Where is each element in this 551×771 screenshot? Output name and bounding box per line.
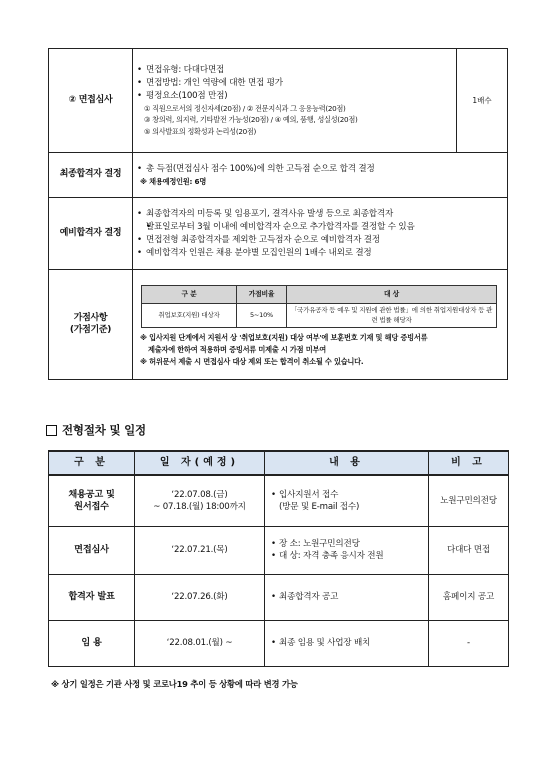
column-header: 비 고 (429, 451, 509, 475)
table-row (49, 526, 509, 574)
row-label-reserve: 예비합격자 결정 (49, 198, 133, 270)
schedule-table (48, 450, 509, 667)
bonus-note: 제출자에 한하여 적용하며 증빙서류 미제출 시 가점 미부여 (148, 344, 326, 354)
schedule-label: 면접심사 (49, 526, 135, 574)
table-cell: 「국가유공자 등 예우 및 지원에 관한 법률」에 의한 취업지원대상자 등 관련 법률 해당자 (287, 303, 497, 327)
schedule-label: 임 용 (49, 620, 135, 666)
list-item: • 면접방법: 개인 역량에 대한 면접 평가 (137, 77, 452, 90)
list-item: • 최종합격자 공고 (271, 591, 425, 603)
section-title (46, 422, 146, 438)
bonus-label-line2: (가점기준) (69, 324, 112, 335)
interview-content (133, 49, 457, 153)
schedule-note: 노원구민의전당 (429, 475, 509, 526)
list-item: • 입사지원서 접수 (271, 489, 425, 501)
table-row (49, 620, 509, 666)
list-item: (방문 및 E-mail 접수) (279, 501, 360, 512)
table-row (49, 270, 508, 380)
list-item: • 대 상: 자격 충족 응시자 전원 (271, 550, 425, 562)
list-item: • 장 소: 노원구민의전당 (271, 538, 425, 550)
label-line: 채용공고 및 (68, 488, 115, 500)
table-row (142, 285, 497, 303)
bonus-note: ※ 허위문서 제출 시 면접심사 대상 제외 또는 합격이 취소될 수 있습니다. (140, 356, 364, 366)
footnote: ※ 상기 일정은 기관 사정 및 코로나19 추이 등 상황에 따라 변경 가능 (51, 679, 298, 689)
bonus-label-line1: 가점사항 (73, 312, 108, 323)
row-label-interview: ② 면접심사 (49, 49, 133, 153)
schedule-label: 합격자 발표 (49, 574, 135, 620)
checkbox-square-icon (46, 425, 57, 436)
table-row (49, 153, 508, 198)
list-item: • 평정요소(100점 만점) (137, 90, 452, 103)
screening-criteria-table (48, 48, 508, 380)
reserve-content (133, 198, 508, 270)
list-item: • 최종 임용 및 사업장 배치 (271, 637, 425, 649)
schedule-note: 홈페이지 공고 (429, 574, 509, 620)
column-header: 가점비율 (237, 285, 287, 303)
list-item: ③ 창의력, 의지력, 기타발전 가능성(20점) / ④ 예의, 품행, 성실성(20점) (144, 115, 358, 125)
bonus-note: ※ 입사지원 단계에서 지원서 상 '취업보호(지원) 대상 여부'에 보훈번호 기재 및 해당 증빙서류 (140, 332, 428, 342)
schedule-date: ‘22.07.21.(목) (135, 526, 265, 574)
column-header: 대 상 (287, 285, 497, 303)
list-item: • 최종합격자의 미등록 및 임용포기, 결격사유 발생 등으로 최종합격자 (137, 208, 503, 221)
list-item: ⑤ 의사발표의 정확성과 논리성(20점) (144, 126, 257, 136)
hiring-count-note: ※ 채용예정인원: 6명 (140, 176, 207, 186)
date-line: ‘22.07.08.(금) (171, 489, 228, 500)
bonus-content (133, 270, 508, 380)
table-row (49, 574, 509, 620)
column-header: 일 자(예정) (135, 451, 265, 475)
schedule-note: 다대다 면접 (429, 526, 509, 574)
list-item: • 예비합격자 인원은 채용 분야별 모집인원의 1배수 내외로 결정 (137, 247, 503, 260)
schedule-content (265, 574, 429, 620)
schedule-date (135, 475, 265, 526)
schedule-note: - (429, 620, 509, 666)
date-line: ~ 07.18.(월) 18:00까지 (153, 501, 246, 512)
list-item: • 면접전형 최종합격자를 제외한 고득점자 순으로 예비합격자 결정 (137, 234, 503, 247)
table-row (49, 475, 509, 526)
table-row (49, 49, 508, 153)
list-item: ① 직원으로서의 정신자세(20점) / ② 전문지식과 그 응용능력(20점) (144, 103, 346, 113)
column-header: 구 분 (49, 451, 135, 475)
column-header: 내 용 (265, 451, 429, 475)
table-cell: 취업보호(지원) 대상자 (142, 303, 237, 327)
final-content (133, 153, 508, 198)
bonus-table (141, 285, 497, 328)
row-label-bonus (49, 270, 133, 380)
table-cell: 5~10% (237, 303, 287, 327)
schedule-content (265, 475, 429, 526)
table-row (142, 303, 497, 327)
schedule-label (49, 475, 135, 526)
table-row (49, 198, 508, 270)
list-item: • 발표일로부터 3월 이내에 예비합격자 순으로 추가합격자를 결정할 수 있음 (146, 221, 503, 234)
label-line: 원서접수 (74, 500, 109, 512)
table-header-row (49, 451, 509, 475)
schedule-date: ‘22.08.01.(월) ~ (135, 620, 265, 666)
list-item: • 면접유형: 다대다면접 (137, 64, 452, 77)
schedule-date: ‘22.07.26.(화) (135, 574, 265, 620)
row-label-final: 최종합격자 결정 (49, 153, 133, 198)
list-item: • 총 득점(면접심사 점수 100%)에 의한 고득점 순으로 합격 결정 (137, 163, 503, 176)
schedule-content (265, 526, 429, 574)
schedule-content (265, 620, 429, 666)
column-header: 구 분 (142, 285, 237, 303)
section-title-text: 전형절차 및 일정 (62, 423, 146, 437)
ratio-note: 1배수 (457, 49, 508, 153)
